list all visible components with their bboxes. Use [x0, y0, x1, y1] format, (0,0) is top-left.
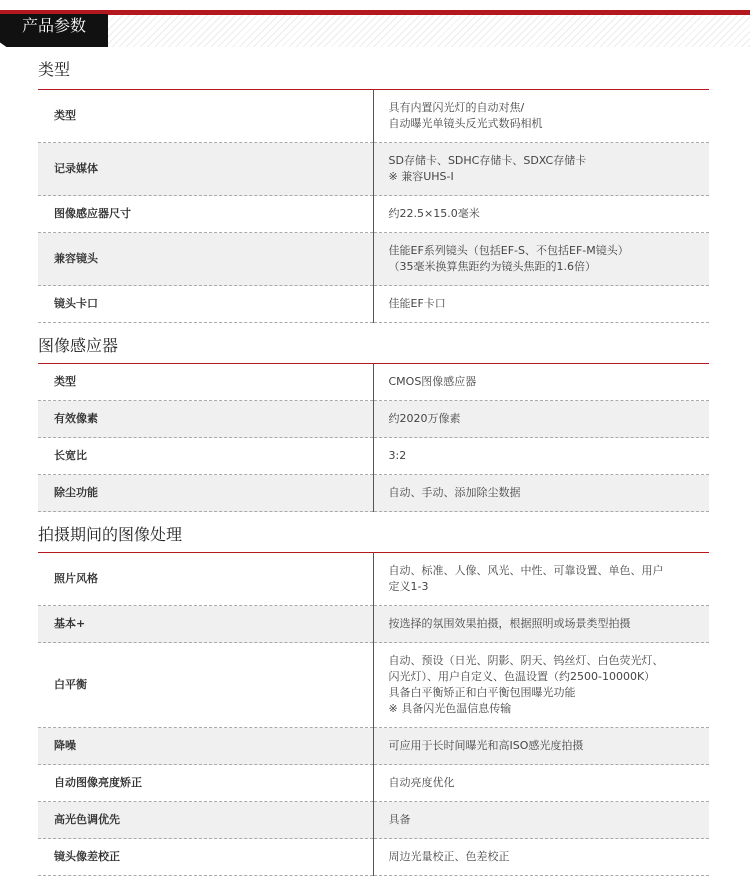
spec-value-line: 自动、手动、添加除尘数据: [388, 486, 521, 499]
spec-value: [373, 401, 709, 438]
spec-value-line: 按选择的氛围效果拍摄，根据照明或场景类型拍摄: [388, 617, 631, 630]
spec-label: 类型: [38, 90, 373, 143]
spec-value-line: 自动曝光单镜头反光式数码相机: [388, 117, 543, 130]
spec-label: 图像感应器尺寸: [38, 196, 373, 233]
spec-row: [38, 90, 709, 143]
spec-row: [38, 606, 709, 643]
spec-value-line: 自动、预设（日光、阴影、阴天、钨丝灯、白色荧光灯、: [388, 654, 664, 667]
spec-row: [38, 802, 709, 839]
spec-value-line: 佳能EF卡口: [388, 297, 446, 310]
section-title: 图像感应器: [38, 336, 119, 355]
spec-value-line: 定义1-3: [388, 580, 429, 593]
spec-value-line: 周边光量校正、色差校正: [388, 850, 510, 863]
spec-value-line: 可应用于长时间曝光和高ISO感光度拍摄: [388, 739, 584, 752]
spec-row: [38, 364, 709, 401]
spec-value: [373, 643, 709, 728]
spec-value: [373, 475, 709, 512]
spec-value-line: 闪光灯）、用户自定义、色温设置（约2500-10000K）: [388, 670, 656, 683]
spec-value: [373, 839, 709, 876]
header-hatch-pattern: [108, 15, 750, 47]
header-bar: [0, 0, 750, 47]
spec-table: [38, 89, 709, 323]
spec-value-line: 自动、标准、人像、风光、中性、可靠设置、单色、用户: [388, 564, 664, 577]
spec-label: 镜头卡口: [38, 286, 373, 323]
spec-label: 基本+: [38, 606, 373, 643]
spec-value-line: 具有内置闪光灯的自动对焦/: [388, 101, 525, 114]
spec-label: 兼容镜头: [38, 233, 373, 286]
spec-value: [373, 143, 709, 196]
spec-value-line: 具备白平衡矫正和白平衡包围曝光功能: [388, 686, 576, 699]
spec-value: [373, 364, 709, 401]
header-title: 产品参数: [0, 14, 108, 38]
spec-label: 自动图像亮度矫正: [38, 765, 373, 802]
header-tab-notch: [0, 38, 108, 47]
spec-row: [38, 143, 709, 196]
spec-row: [38, 728, 709, 765]
spec-value: [373, 606, 709, 643]
spec-value: [373, 438, 709, 475]
spec-content: [38, 47, 709, 876]
spec-value: [373, 286, 709, 323]
spec-value-line: CMOS图像感应器: [388, 375, 477, 388]
spec-value-line: 3:2: [388, 449, 407, 462]
spec-row: [38, 475, 709, 512]
spec-value: [373, 196, 709, 233]
spec-value: [373, 233, 709, 286]
spec-row: [38, 765, 709, 802]
spec-table: [38, 363, 709, 512]
spec-value-line: ※ 兼容UHS-I: [388, 170, 454, 183]
spec-value-line: 自动亮度优化: [388, 776, 455, 789]
spec-value-line: （35毫米换算焦距约为镜头焦距的1.6倍）: [388, 260, 596, 273]
spec-row: [38, 286, 709, 323]
spec-value-line: SD存储卡、SDHC存储卡、SDXC存储卡: [388, 154, 587, 167]
spec-value-line: ※ 具备闪光色温信息传输: [388, 702, 512, 715]
spec-table: [38, 552, 709, 876]
spec-label: 类型: [38, 364, 373, 401]
spec-label: 长宽比: [38, 438, 373, 475]
spec-label: 白平衡: [38, 643, 373, 728]
spec-value: [373, 728, 709, 765]
spec-value-line: 佳能EF系列镜头（包括EF-S、不包括EF-M镜头）: [388, 244, 629, 257]
spec-row: [38, 553, 709, 606]
spec-value: [373, 553, 709, 606]
spec-row: [38, 401, 709, 438]
section-title: 拍摄期间的图像处理: [38, 525, 183, 544]
spec-value-line: 约2020万像素: [388, 412, 461, 425]
spec-value: [373, 765, 709, 802]
spec-value: [373, 90, 709, 143]
spec-label: 照片风格: [38, 553, 373, 606]
spec-value-line: 具备: [388, 813, 411, 826]
spec-row: [38, 196, 709, 233]
spec-label: 镜头像差校正: [38, 839, 373, 876]
section-title: 类型: [38, 60, 71, 79]
spec-row: [38, 233, 709, 286]
spec-value: [373, 802, 709, 839]
spec-label: 高光色调优先: [38, 802, 373, 839]
spec-label: 降噪: [38, 728, 373, 765]
spec-label: 除尘功能: [38, 475, 373, 512]
spec-value-line: 约22.5×15.0毫米: [388, 207, 480, 220]
spec-row: [38, 839, 709, 876]
spec-row: [38, 643, 709, 728]
spec-label: 记录媒体: [38, 143, 373, 196]
spec-row: [38, 438, 709, 475]
spec-label: 有效像素: [38, 401, 373, 438]
